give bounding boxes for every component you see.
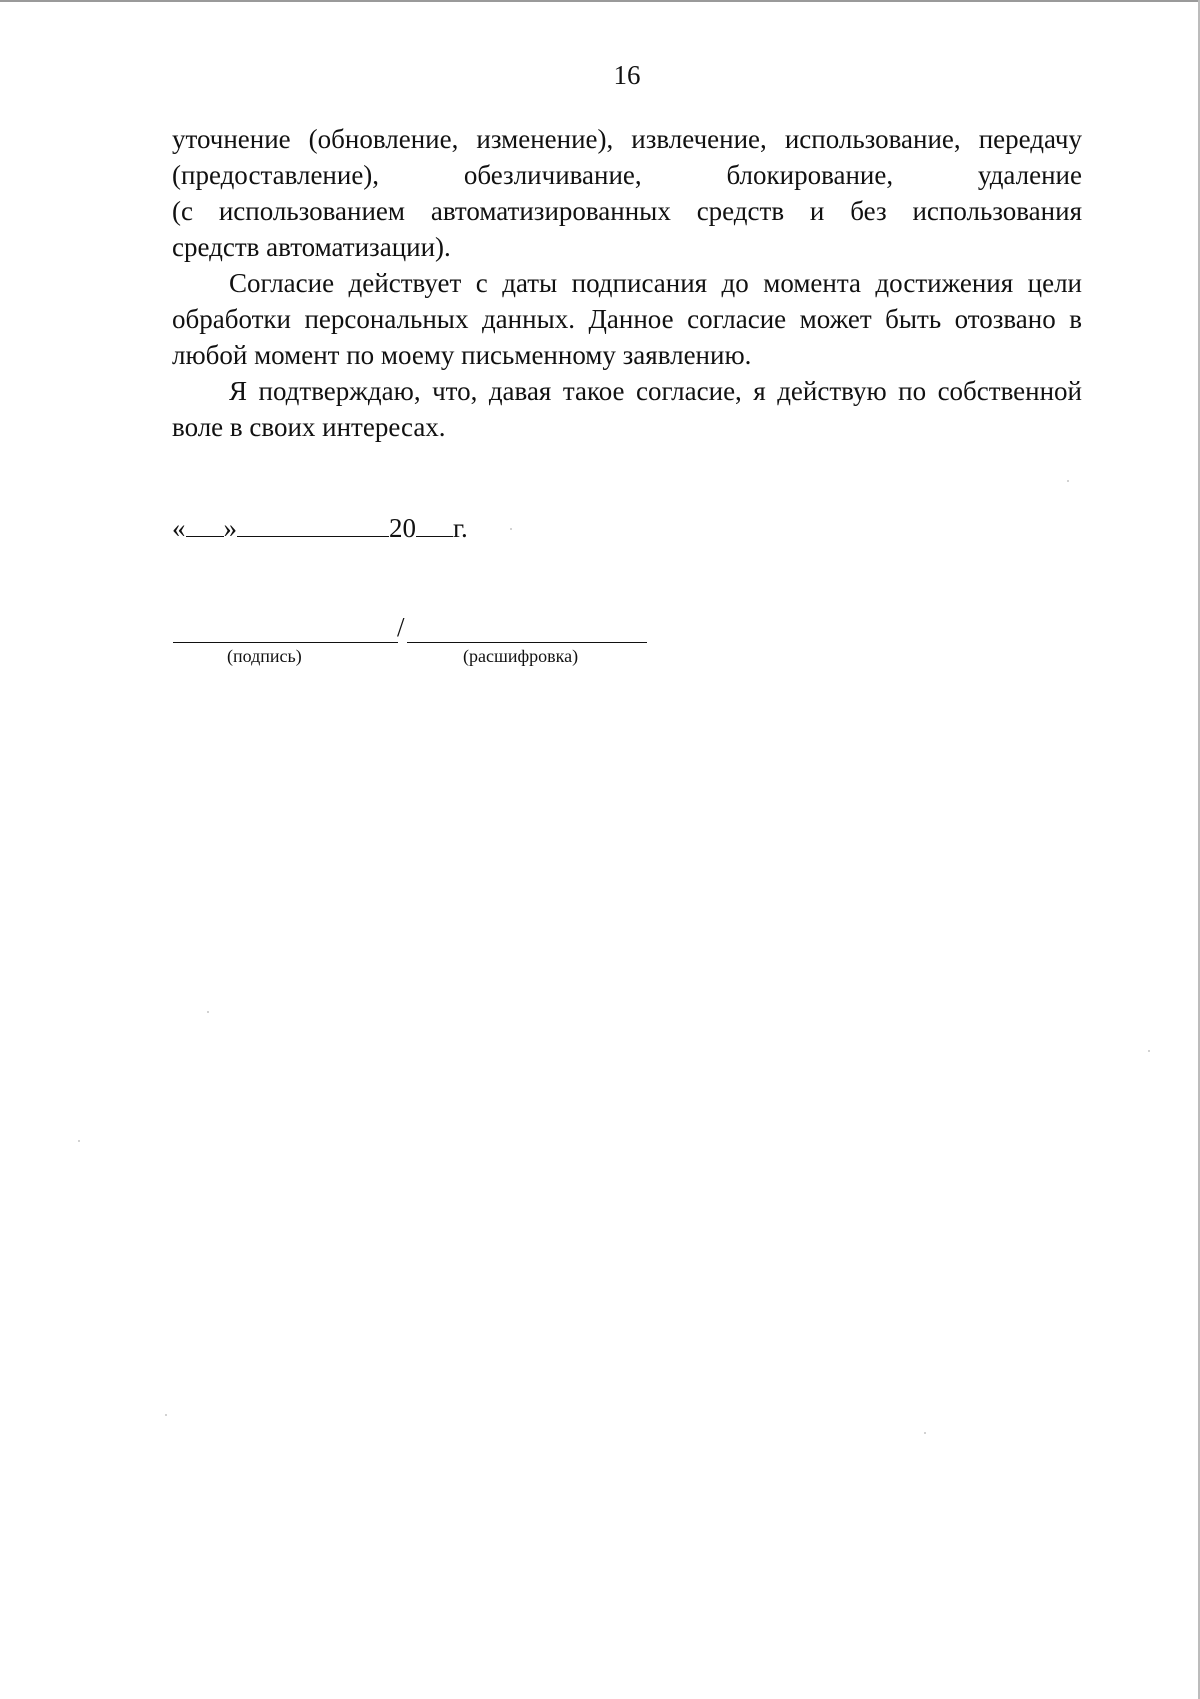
decoding-caption: (расшифровка) [463,646,579,666]
page-number: 16 [613,60,641,90]
scan-speck [924,1432,926,1434]
day-blank[interactable] [186,510,224,537]
paragraph-1-line-4: средств автоматизации). [172,232,451,262]
scan-speck [207,1011,209,1013]
paragraph-1-line-2: (предоставление), обезличивание, блокирование, удаление [172,160,1082,190]
year-prefix: 20 [389,513,416,543]
signature-blank[interactable] [173,642,398,643]
date-open-quote: « [172,513,186,543]
year-blank[interactable] [416,510,453,537]
signature-caption: (подпись) [227,646,302,666]
date-close-quote: » [223,513,237,543]
paragraph-1-line-3: (с использованием автоматизированных средств и без использования [172,196,1082,226]
paragraph-1-line-1: уточнение (обновление, изменение), извлечение, использование, передачу [172,124,1082,154]
signature-block [173,606,647,666]
date-line [172,510,468,546]
paragraph-1 [172,121,1082,265]
paragraph-2: Согласие действует с даты подписания до момента достижения цели обработки персональных данных. Данное согласие может быть отозвано в любой момент по моему письменному заявлению. [172,268,1082,370]
scan-speck [1148,1050,1150,1052]
year-suffix: г. [453,513,468,543]
signature-separator: / [397,612,405,642]
scan-speck [510,528,512,530]
scan-edge-top [0,0,1200,2]
scan-speck [165,1414,167,1416]
month-blank[interactable] [237,510,389,537]
decoding-blank[interactable] [407,642,647,643]
paragraph-3: Я подтверждаю, что, давая такое согласие, я действую по собственной воле в своих интересах. [172,376,1082,442]
body-text [172,121,1082,445]
scan-speck [78,1140,80,1142]
scan-speck [1067,480,1069,482]
